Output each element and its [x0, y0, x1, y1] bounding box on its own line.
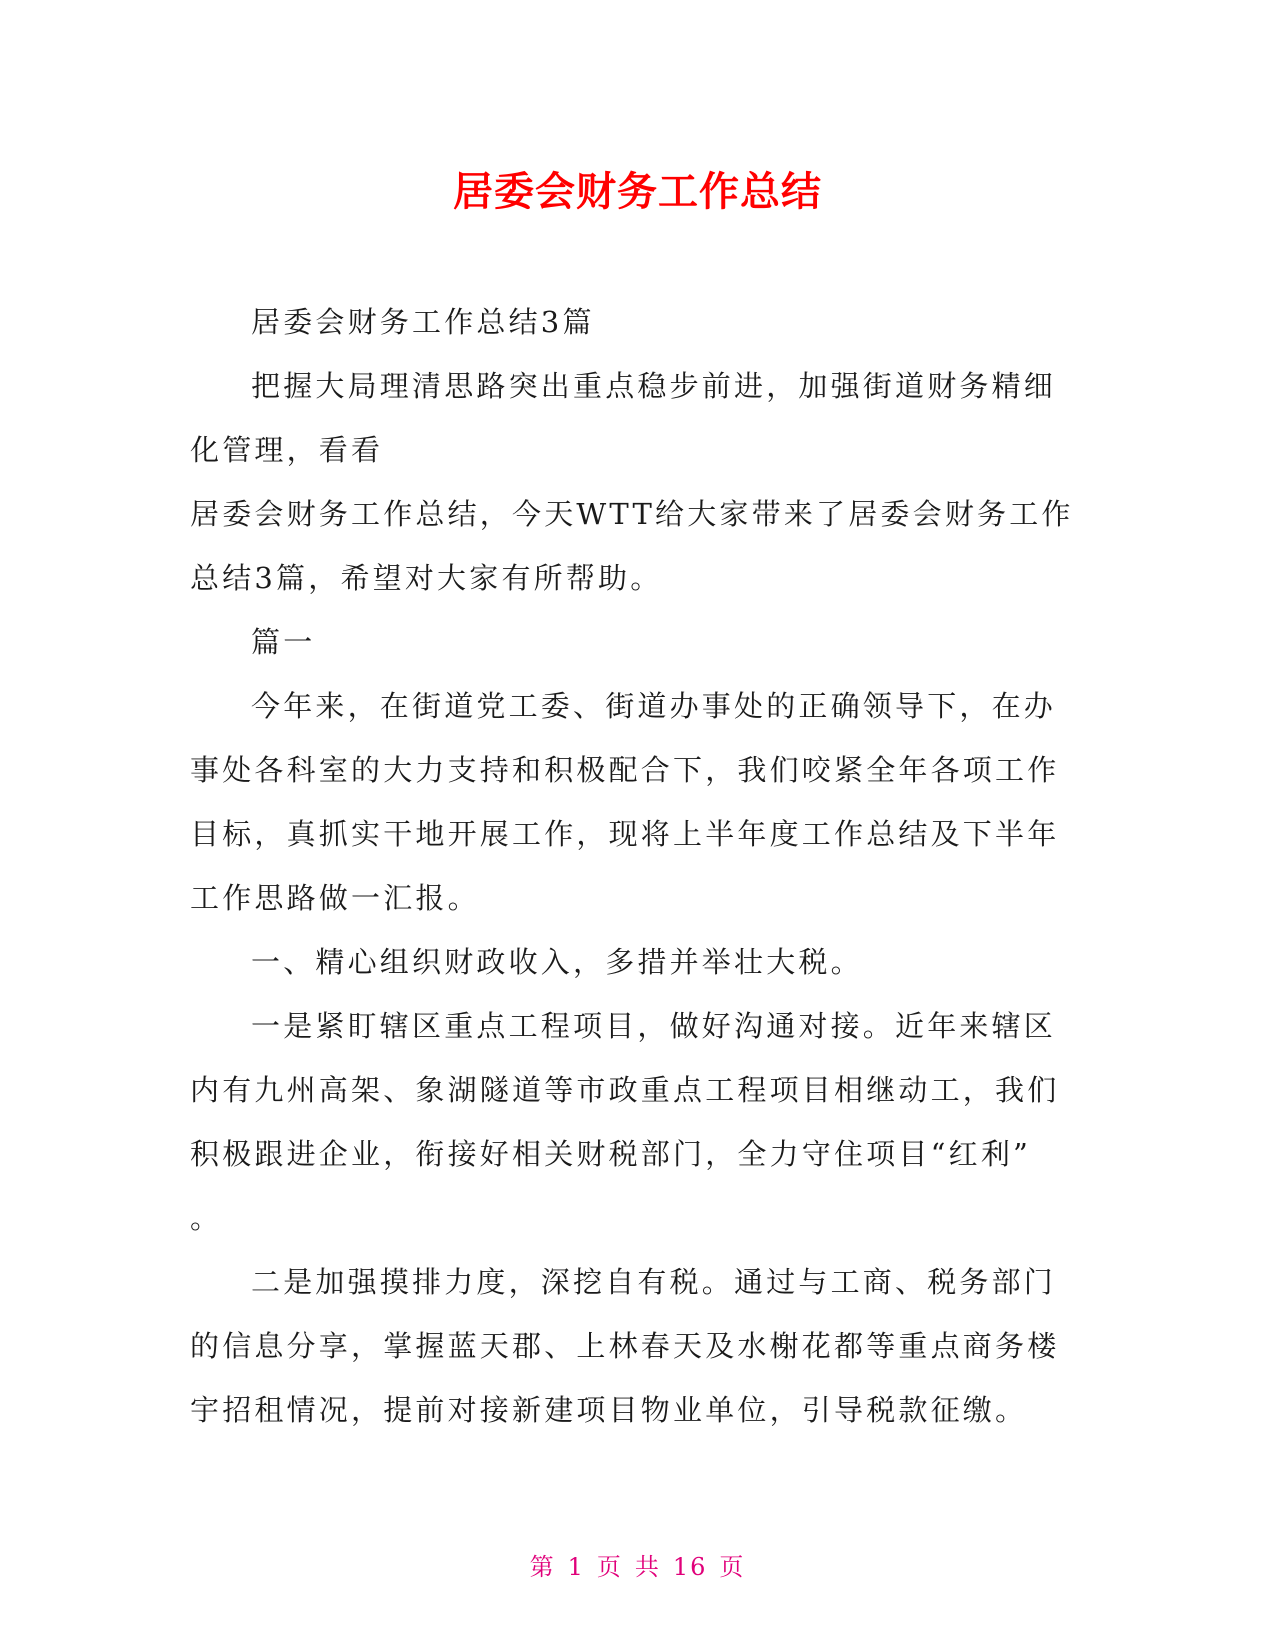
paragraph-line: 宇招租情况，提前对接新建项目物业单位，引导税款征缴。 — [190, 1393, 1028, 1427]
footer-total-pages: 16 — [672, 1553, 708, 1581]
page-footer — [0, 1547, 1275, 1582]
footer-suffix: 页 — [719, 1553, 746, 1581]
document-body — [190, 290, 1090, 1442]
footer-prefix: 第 — [529, 1553, 556, 1581]
paragraph — [190, 930, 1090, 994]
footer-page-word: 页 — [596, 1553, 623, 1581]
paragraph-line: 总结3篇，希望对大家有所帮助。 — [190, 561, 663, 595]
paragraph-line: 居委会财务工作总结，今天WTT给大家带来了居委会财务工作 — [190, 497, 1074, 531]
paragraph — [190, 1250, 1090, 1442]
paragraph-line: 篇一 — [251, 625, 316, 659]
paragraph-line: 积极跟进企业，衔接好相关财税部门，全力守住项目“红利” — [190, 1137, 1032, 1171]
paragraph-line: 内有九州高架、象湖隧道等市政重点工程项目相继动工，我们 — [190, 1073, 1060, 1107]
paragraph-line: 二是加强摸排力度，深挖自有税。通过与工商、税务部门 — [251, 1265, 1057, 1299]
paragraph-line: 一、精心组织财政收入，多措并举壮大税。 — [251, 945, 863, 979]
paragraph-line: 工作思路做一汇报。 — [190, 881, 480, 915]
paragraph-line: 目标，真抓实干地开展工作，现将上半年度工作总结及下半年 — [190, 817, 1060, 851]
paragraph-line: 事处各科室的大力支持和积极配合下，我们咬紧全年各项工作 — [190, 753, 1060, 787]
paragraph — [190, 610, 1090, 674]
paragraph — [190, 994, 1090, 1250]
paragraph — [190, 482, 1090, 610]
paragraph-line: 一是紧盯辖区重点工程项目，做好沟通对接。近年来辖区 — [251, 1009, 1057, 1043]
document-title: 居委会财务工作总结 — [453, 169, 822, 215]
paragraph-line: 。 — [190, 1201, 223, 1235]
paragraph-line: 今年来，在街道党工委、街道办事处的正确领导下，在办 — [251, 689, 1057, 723]
paragraph — [190, 290, 1090, 354]
paragraph-line: 化管理，看看 — [190, 433, 384, 467]
paragraph-line: 的信息分享，掌握蓝天郡、上林春天及水榭花都等重点商务楼 — [190, 1329, 1060, 1363]
paragraph-line: 把握大局理清思路突出重点稳步前进，加强街道财务精细 — [251, 369, 1057, 403]
paragraph — [190, 674, 1090, 930]
footer-current-page: 1 — [567, 1553, 585, 1581]
footer-total-word: 共 — [634, 1553, 661, 1581]
paragraph-line: 居委会财务工作总结3篇 — [251, 305, 595, 339]
paragraph — [190, 354, 1090, 482]
